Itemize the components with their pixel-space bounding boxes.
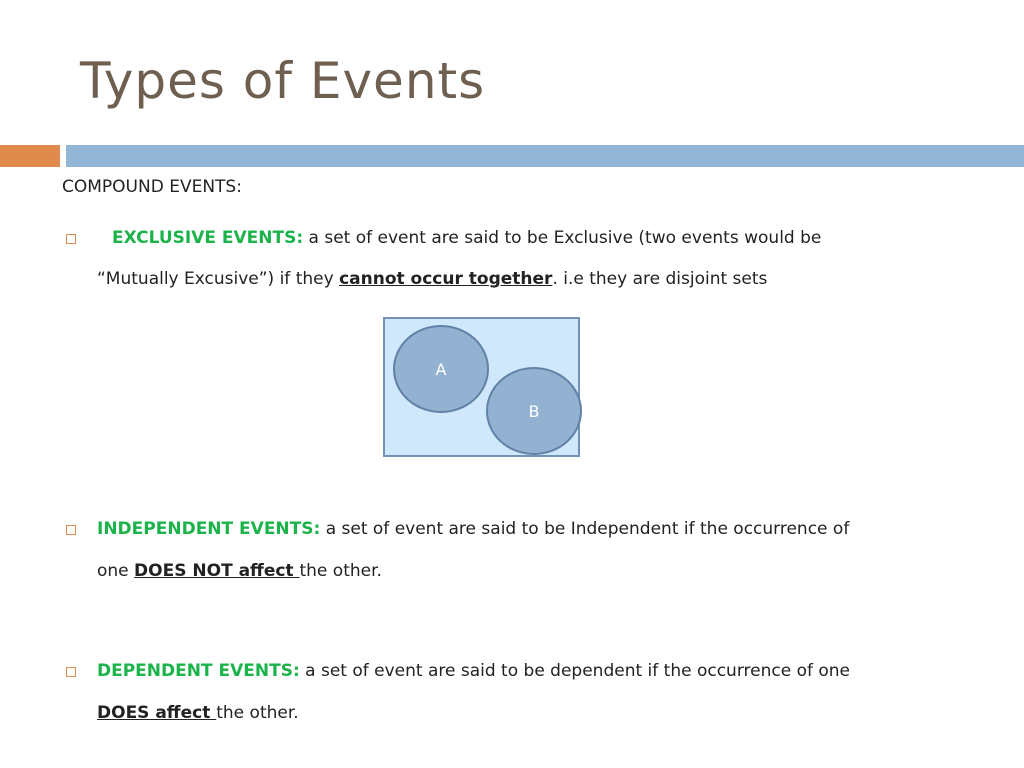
- independent-line2-suffix: the other.: [299, 561, 382, 581]
- hollow-square-bullet-icon: [66, 525, 76, 535]
- section-heading: COMPOUND EVENTS:: [62, 177, 242, 197]
- dependent-definition: a set of event are said to be dependent if the occurrence of one: [299, 661, 851, 681]
- exclusive-line-2: [97, 269, 767, 289]
- dependent-line2-suffix: the other.: [216, 703, 299, 723]
- venn-circle-b: [486, 367, 582, 455]
- dependent-emphasis: DOES affect: [97, 703, 217, 723]
- dependent-line-1: [97, 661, 850, 681]
- hollow-square-bullet-icon: [66, 667, 76, 677]
- exclusive-emphasis: cannot occur together: [339, 269, 553, 289]
- dependent-line-2: [97, 703, 299, 723]
- exclusive-definition: a set of event are said to be Exclusive (two events would be: [303, 228, 822, 248]
- dependent-term: DEPENDENT EVENTS:: [97, 661, 300, 681]
- exclusive-line2-prefix: “Mutually Excusive”) if they: [97, 269, 340, 289]
- independent-emphasis: DOES NOT affect: [134, 561, 300, 581]
- independent-definition: a set of event are said to be Independent if the occurrence of: [320, 519, 850, 539]
- venn-label-b: B: [528, 401, 540, 421]
- independent-term: INDEPENDENT EVENTS:: [97, 519, 321, 539]
- accent-bar-blue: [66, 145, 1024, 167]
- slide-title: Types of Events: [80, 52, 486, 110]
- hollow-square-bullet-icon: [66, 234, 76, 244]
- independent-line-2: [97, 561, 382, 581]
- venn-diagram: [383, 317, 580, 457]
- independent-line-1: [97, 519, 849, 539]
- accent-bar-orange: [0, 145, 60, 167]
- venn-circle-a: [393, 325, 489, 413]
- venn-label-a: A: [435, 359, 447, 379]
- exclusive-term: EXCLUSIVE EVENTS:: [112, 228, 304, 248]
- exclusive-line-1: [112, 228, 821, 248]
- independent-line2-prefix: one: [97, 561, 135, 581]
- exclusive-line2-suffix: . i.e they are disjoint sets: [552, 269, 768, 289]
